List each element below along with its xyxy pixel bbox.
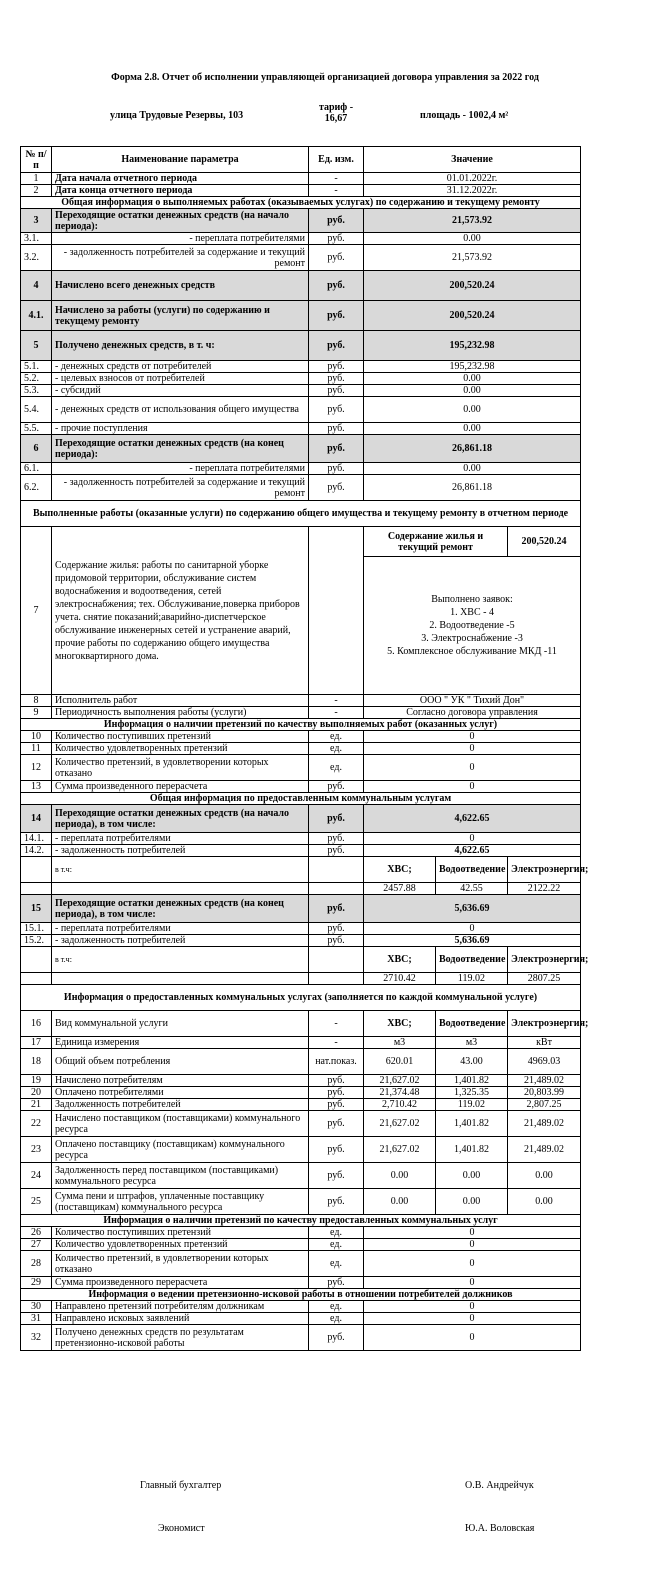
table-row: 25 Сумма пени и штрафов, уплаченные поставщику (поставщикам) коммунального ресурса руб. 0.00 0.00 0.00: [21, 1189, 581, 1215]
table-row: 5.1. - денежных средств от потребителей руб. 195,232.98: [21, 361, 581, 373]
table-row: 21 Задолженность потребителей руб. 2,710.42 119.02 2,807.25: [21, 1099, 581, 1111]
table-row: 18 Общий объем потребления нат.показ. 620.01 43.00 4969.03: [21, 1049, 581, 1075]
table-row: 28 Количество претензий, в удовлетворении которых отказано ед. 0: [21, 1251, 581, 1277]
table-row: 12 Количество претензий, в удовлетворении которых отказано ед. 0: [21, 755, 581, 781]
signature-role-economist: Экономист: [158, 1523, 205, 1534]
works-description: Содержание жилья: работы по санитарной уборке придомовой территории, обслуживание систем водоснабжения и водоотведения, сетей электроснабжения; тех. Обслуживание,поверка приборов учета. снятие показаний;аварийно-диспетчерское обслуживание инженерных сетей и устранение аварий, прочие работы по содержанию общего имущества многоквартирного дома.: [52, 527, 309, 695]
table-row: 30 Направлено претензий потребителям должникам ед. 0: [21, 1301, 581, 1313]
section-header: Общая информация по предоставленным коммунальным услугам: [21, 793, 581, 805]
table-row: 4 Начислено всего денежных средств руб. 200,520.24: [21, 271, 581, 301]
table-row: 1 Дата начала отчетного периода - 01.01.2022г.: [21, 173, 581, 185]
col-unit: Ед. изм.: [309, 147, 364, 173]
signature-name-accountant: О.В. Андрейчук: [465, 1480, 534, 1491]
table-row: 5.3. - субсидий руб. 0.00: [21, 385, 581, 397]
table-row: 27 Количество удовлетворенных претензий ед. 0: [21, 1239, 581, 1251]
table-row: 17 Единица измерения - м3 м3 кВт: [21, 1037, 581, 1049]
section-header: Общая информация о выполняемых работах (оказываемых услугах) по содержанию и текущему ремонту: [21, 197, 581, 209]
section-header: Информация о ведении претензионно-исковой работы в отношении потребителей должников: [21, 1289, 581, 1301]
col-name: Наименование параметра: [52, 147, 309, 173]
section-header: Информация о предоставленных коммунальных услугах (заполняется по каждой коммунальной услуге): [21, 985, 581, 1011]
table-row: 23 Оплачено поставщику (поставщикам) коммунального ресурса руб. 21,627.02 1,401.82 21,489.02: [21, 1137, 581, 1163]
table-row: 8 Исполнитель работ - ООО " УК " Тихий Дон": [21, 695, 581, 707]
table-row: 15.1. - переплата потребителями руб. 0: [21, 923, 581, 935]
table-row: в т.ч: ХВС; Водоотведение Электроэнергия;: [21, 857, 581, 883]
table-row: 15.2. - задолженность потребителей руб. 5,636.69: [21, 935, 581, 947]
table-row: 14 Переходящие остатки денежных средств (на начало периода), в том числе: руб. 4,622.65: [21, 805, 581, 833]
tariff: [312, 102, 360, 124]
tariff-label: тариф -: [318, 102, 354, 113]
signature-role-accountant: Главный бухгалтер: [140, 1480, 222, 1491]
table-row: 29 Сумма произведенного перерасчета руб. 0: [21, 1277, 581, 1289]
table-row: 7 Содержание жилья: работы по санитарной уборке придомовой территории, обслуживание систем водоснабжения и водоотведения, сетей электроснабжения; тех. Обслуживание,поверка приборов учета. снятие показаний;аварийно-диспетчерское обслуживание инженерных сетей и устранение аварий, прочие работы по содержанию общего имущества многоквартирного дома. Содержание жилья и текущий ремонт 200,520.24: [21, 527, 581, 557]
table-row: 24 Задолженность перед поставщиком (поставщиками) коммунального ресурса руб. 0.00 0.00 0.00: [21, 1163, 581, 1189]
table-row: 9 Периодичность выполнения работы (услуги) - Согласно договора управления: [21, 707, 581, 719]
table-row: 16 Вид коммунальной услуги - ХВС; Водоотведение Электроэнергия;: [21, 1011, 581, 1037]
col-value: Значение: [364, 147, 581, 173]
table-row: 3.1. - переплата потребителями руб. 0.00: [21, 233, 581, 245]
table-row: 19 Начислено потребителям руб. 21,627.02 1,401.82 21,489.02: [21, 1075, 581, 1087]
requests-list: Выполнено заявок: 1. ХВС - 4 2. Водоотведение -5 3. Электроснабжение -3 5. Комплексное обслуживание МКД -11: [364, 557, 581, 695]
table-row: 3.2. - задолженность потребителей за содержание и текущий ремонт руб. 21,573.92: [21, 245, 581, 271]
address: улица Трудовые Резервы, 103: [110, 110, 244, 121]
area: площадь - 1002,4 м²: [420, 110, 509, 121]
table-row: 10 Количество поступивших претензий ед. 0: [21, 731, 581, 743]
report-title: Форма 2.8. Отчет об исполнении управляющей организацией договора управления за 2022 год: [111, 72, 539, 83]
section-header: Выполненные работы (оказанные услуги) по содержанию общего имущества и текущему ремонту в отчетном периоде: [21, 501, 581, 527]
table-row: 4.1. Начислено за работы (услуги) по содержанию и текущему ремонту руб. 200,520.24: [21, 301, 581, 331]
table-row: 6 Переходящие остатки денежных средств (на конец периода): руб. 26,861.18: [21, 435, 581, 463]
report-table: [20, 146, 589, 1351]
col-num: № п/п: [21, 147, 52, 173]
table-row: 5.2. - целевых взносов от потребителей руб. 0.00: [21, 373, 581, 385]
table-row: 2457.88 42.55 2122.22: [21, 883, 581, 895]
tariff-value: 16,67: [324, 113, 348, 124]
signature-name-economist: Ю.А. Воловская: [465, 1523, 535, 1534]
table-row: 32 Получено денежных средств по результатам претензионно-исковой работы руб. 0: [21, 1325, 581, 1351]
table-row: 13 Сумма произведенного перерасчета руб. 0: [21, 781, 581, 793]
table-row: 2 Дата конца отчетного периода - 31.12.2022г.: [21, 185, 581, 197]
table-row: 6.1. - переплата потребителями руб. 0.00: [21, 463, 581, 475]
table-row: 11 Количество удовлетворенных претензий ед. 0: [21, 743, 581, 755]
section-header: Информация о наличии претензий по качеству выполняемых работ (оказанных услуг): [21, 719, 581, 731]
header-row: [21, 147, 581, 173]
table-row: 22 Начислено поставщиком (поставщиками) коммунального ресурса руб. 21,627.02 1,401.82 21,489.02: [21, 1111, 581, 1137]
table-row: 5.4. - денежных средств от использования общего имущества руб. 0.00: [21, 397, 581, 423]
table-row: 31 Направлено исковых заявлений ед. 0: [21, 1313, 581, 1325]
table-row: в т.ч: ХВС; Водоотведение Электроэнергия;: [21, 947, 581, 973]
works-label: Содержание жилья и текущий ремонт: [364, 527, 508, 557]
table-row: 26 Количество поступивших претензий ед. 0: [21, 1227, 581, 1239]
table-row: 14.2. - задолженность потребителей руб. 4,622.65: [21, 845, 581, 857]
table-row: 2710.42 119.02 2807.25: [21, 973, 581, 985]
table-row: 6.2. - задолженность потребителей за содержание и текущий ремонт руб. 26,861.18: [21, 475, 581, 501]
works-amount: 200,520.24: [508, 527, 581, 557]
table-row: 15 Переходящие остатки денежных средств (на конец периода), в том числе: руб. 5,636.69: [21, 895, 581, 923]
table-row: 3 Переходящие остатки денежных средств (на начало периода): руб. 21,573.92: [21, 209, 581, 233]
table-row: 14.1. - переплата потребителями руб. 0: [21, 833, 581, 845]
table-row: 5 Получено денежных средств, в т. ч: руб. 195,232.98: [21, 331, 581, 361]
table-row: 20 Оплачено потребителями руб. 21,374.48 1,325.35 20,803.99: [21, 1087, 581, 1099]
section-header: Информация о наличии претензий по качеству предоставленных коммунальных услуг: [21, 1215, 581, 1227]
table-row: 5.5. - прочие поступления руб. 0.00: [21, 423, 581, 435]
